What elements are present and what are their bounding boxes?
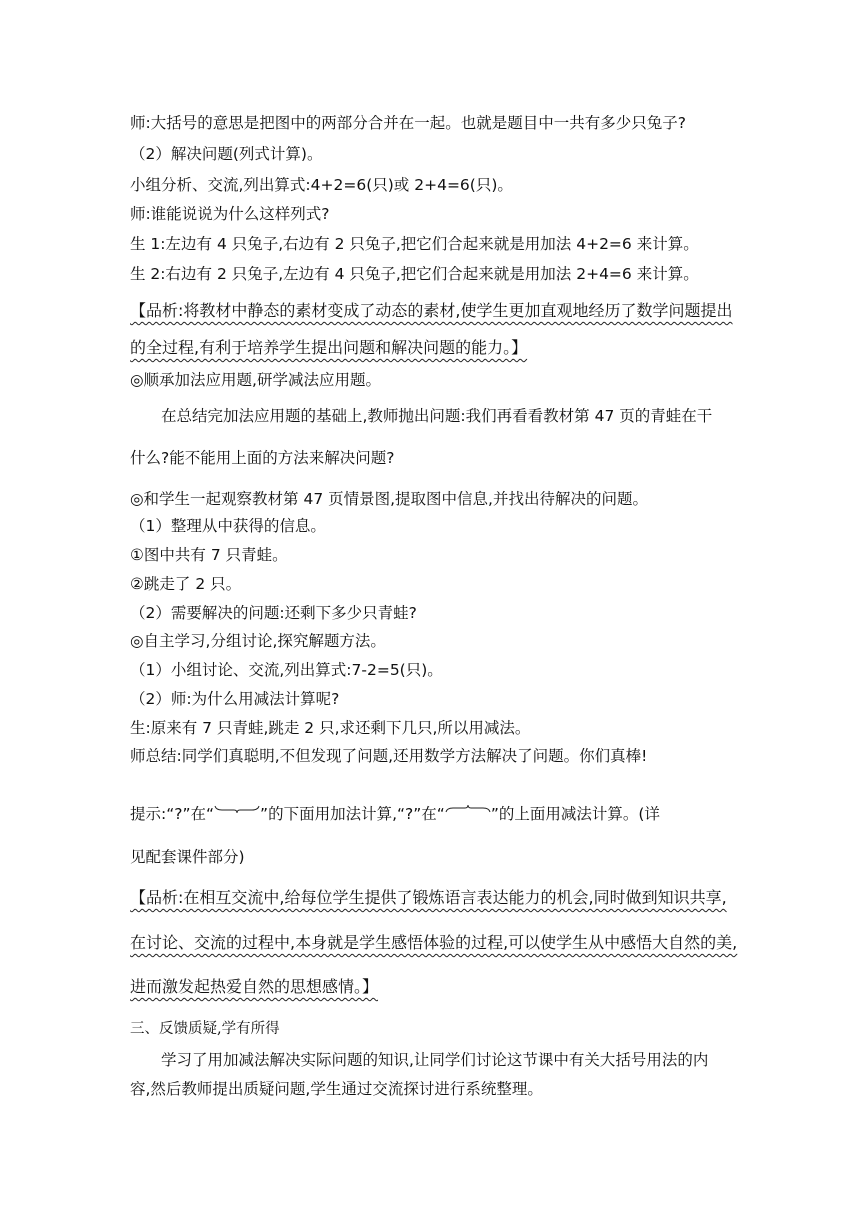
brace-up-icon xyxy=(445,803,491,815)
text-line: 师:大括号的意思是把图中的两部分合并在一起。也就是题目中一共有多少只兔子? xyxy=(130,114,686,132)
text-line: 师:谁能说说为什么这样列式? xyxy=(130,205,330,223)
text-line: （1）小组讨论、交流,列出算式:7-2=5(只)。 xyxy=(130,661,443,679)
text-line: 生 1:左边有 4 只兔子,右边有 2 只兔子,把它们合起来就是用加法 4+2=6 来计算。 xyxy=(130,235,699,253)
text-line: （2）师:为什么用减法计算呢? xyxy=(130,690,340,708)
section-heading: 三、反馈质疑,学有所得 xyxy=(130,1021,280,1037)
text-line: ②跳走了 2 只。 xyxy=(130,575,242,593)
tip-text: 提示:“?”在“ xyxy=(130,805,215,823)
text-line: 见配套课件部分) xyxy=(130,848,245,866)
brace-down-icon xyxy=(214,803,260,815)
tip-text: ”的下面用加法计算,“?”在“ xyxy=(260,805,445,823)
text-line: （2）解决问题(列式计算)。 xyxy=(130,145,323,163)
text-line: 什么?能不能用上面的方法来解决问题? xyxy=(130,449,395,467)
text-line: （1）整理从中获得的信息。 xyxy=(130,517,326,535)
analysis-note-line: 在讨论、交流的过程中,本身就是学生感悟体验的过程,可以使学生从中感悟大自然的美, xyxy=(130,933,738,952)
analysis-note-line: 的全过程,有利于培养学生提出问题和解决问题的能力。】 xyxy=(130,338,528,357)
text-line: 学习了用加减法解决实际问题的知识,让同学们讨论这节课中有关大括号用法的内 xyxy=(161,1051,709,1069)
text-line: 容,然后教师提出质疑问题,学生通过交流探讨进行系统整理。 xyxy=(130,1080,543,1098)
text-line: 生 2:右边有 2 只兔子,左边有 4 只兔子,把它们合起来就是用加法 2+4=6 来计算。 xyxy=(130,265,699,283)
text-line: 师总结:同学们真聪明,不但发现了问题,还用数学方法解决了问题。你们真棒! xyxy=(130,747,648,765)
analysis-note-line: 进而激发起热爱自然的思想感情。】 xyxy=(130,977,379,996)
text-line: ①图中共有 7 只青蛙。 xyxy=(130,546,288,564)
text-line: （2）需要解决的问题:还剩下多少只青蛙? xyxy=(130,604,417,622)
text-line: 小组分析、交流,列出算式:4+2=6(只)或 2+4=6(只)。 xyxy=(130,176,513,194)
tip-line xyxy=(130,803,660,825)
text-line: 在总结完加法应用题的基础上,教师抛出问题:我们再看看教材第 47 页的青蛙在干 xyxy=(161,407,713,425)
text-line: ◎顺承加法应用题,研学减法应用题。 xyxy=(130,371,381,389)
tip-text: ”的上面用减法计算。(详 xyxy=(490,805,660,823)
text-line: 生:原来有 7 只青蛙,跳走 2 只,求还剩下几只,所以用减法。 xyxy=(130,719,531,737)
analysis-note-line: 【品析:在相互交流中,给每位学生提供了锻炼语言表达能力的机会,同时做到知识共享, xyxy=(130,888,727,907)
analysis-note-line: 【品析:将教材中静态的素材变成了动态的素材,使学生更加直观地经历了数学问题提出 xyxy=(130,301,733,320)
text-line: ◎自主学习,分组讨论,探究解题方法。 xyxy=(130,632,386,650)
text-line: ◎和学生一起观察教材第 47 页情景图,提取图中信息,并找出待解决的问题。 xyxy=(130,490,648,508)
